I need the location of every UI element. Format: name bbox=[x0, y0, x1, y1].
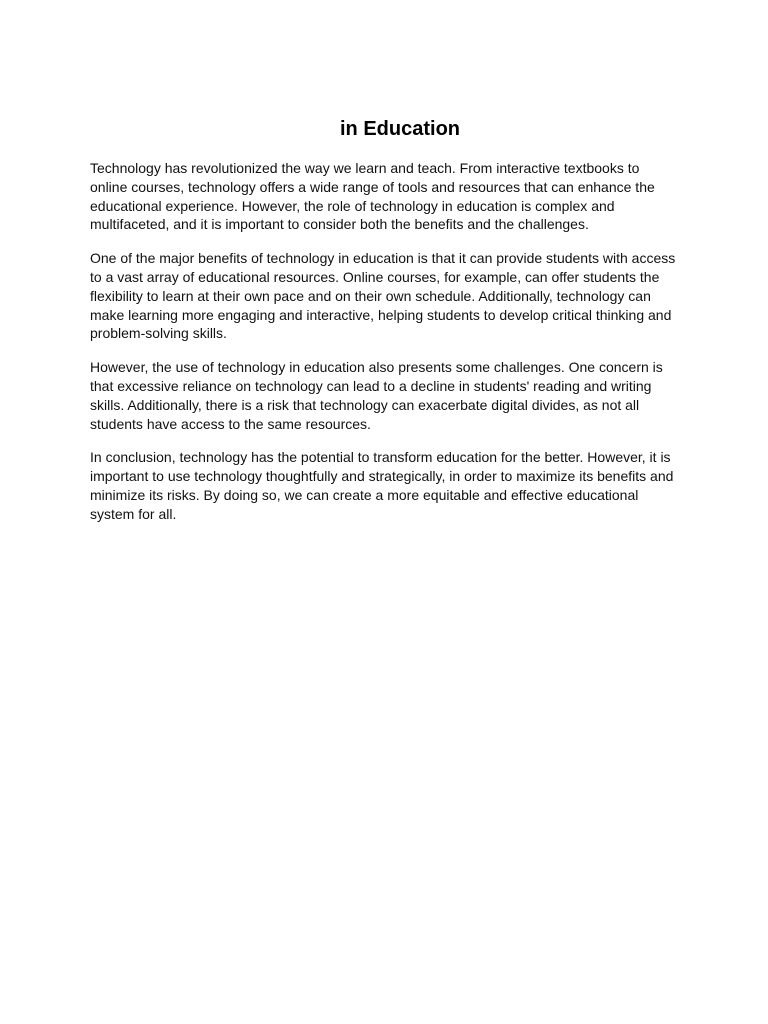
paragraph-challenges: However, the use of technology in education also presents some challenges. One concern is that excessive reliance on technology can lead to a decline in students' reading and writing skills. Additionally, there is a risk that technology can exacerbate digital divides, as not all students have access to the same resources. bbox=[90, 359, 663, 432]
paragraph-benefits: One of the major benefits of technology in education is that it can provide students with access to a vast array of educational resources. Online courses, for example, can offer students the flexibility to learn at their own pace and on their own schedule. Additionally, technology can make learning more engaging and interactive, helping students to develop critical thinking and problem-solving skills. bbox=[90, 250, 676, 342]
document-title: in Education bbox=[340, 118, 460, 140]
document-body bbox=[90, 159, 680, 539]
paragraph-conclusion: In conclusion, technology has the potential to transform education for the better. However, it is important to use technology thoughtfully and strategically, in order to maximize its benefits and minimize its risks. By doing so, we can create a more equitable and effective educational system for all. bbox=[90, 449, 674, 522]
paragraph-intro: Technology has revolutionized the way we learn and teach. From interactive textbooks to online courses, technology offers a wide range of tools and resources that can enhance the educational experience. However, the role of technology in education is complex and multifaceted, and it is important to consider both the benefits and the challenges. bbox=[90, 160, 655, 233]
